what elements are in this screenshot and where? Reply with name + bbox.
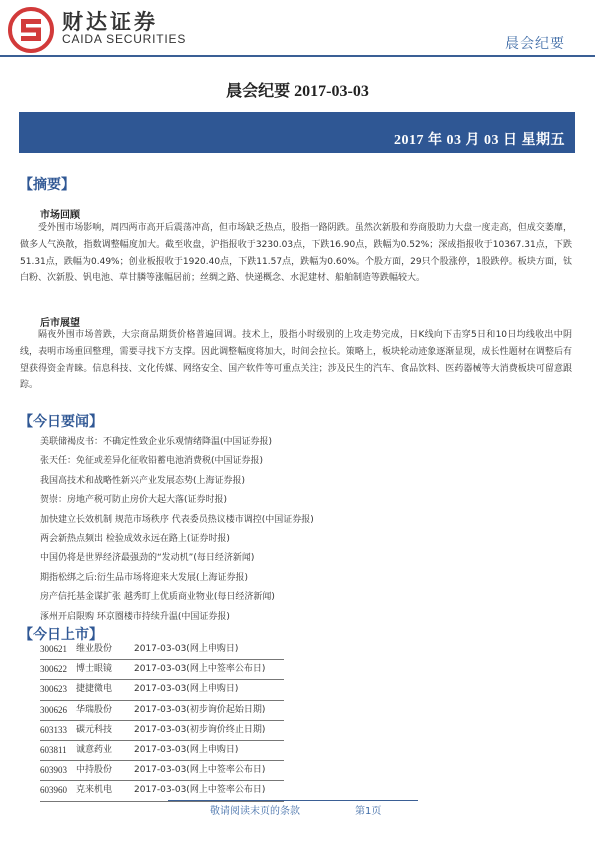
ipo-info: 2017-03-03(网上申购日) <box>134 640 284 660</box>
date-banner <box>19 112 575 153</box>
ipo-heading: 【今日上市】 <box>19 627 103 643</box>
news-item: 我国高技术和战略性新兴产业发展态势(上海证券报) <box>40 475 246 486</box>
news-item: 期指松绑之后:衍生品市场将迎来大发展(上海证券报) <box>40 572 249 583</box>
news-list <box>40 433 314 627</box>
header-report-label: 晨会纪要 <box>505 36 565 52</box>
table-row <box>40 700 284 720</box>
table-row <box>40 741 284 761</box>
news-item: 贺崇：房地产税可防止房价大起大落(证券时报) <box>40 495 228 506</box>
outlook-heading: 后市展望 <box>40 318 80 329</box>
news-item: 张天任：免征或差异化征收铅蓄电池消费税(中国证券报) <box>40 456 264 467</box>
logo-english-name: CAIDA SECURITIES <box>62 32 187 46</box>
ipo-name: 碳元科技 <box>74 720 134 740</box>
ipo-table <box>40 640 284 802</box>
news-item: 两会新热点频出 检验成效永远在路上(证券时报) <box>40 533 230 544</box>
table-row <box>40 781 284 801</box>
ipo-code: 300626 <box>40 700 74 720</box>
table-row <box>40 761 284 781</box>
ipo-name: 克来机电 <box>74 781 134 801</box>
ipo-name: 维业股份 <box>74 640 134 660</box>
ipo-name: 诚意药业 <box>74 741 134 761</box>
ipo-code: 603960 <box>40 781 74 801</box>
news-item: 涿州开启限购 环京圈楼市持续升温(中国证券报) <box>40 611 230 622</box>
header-divider <box>0 55 595 57</box>
ipo-name: 华瑞股份 <box>74 700 134 720</box>
ipo-name: 中持股份 <box>74 761 134 781</box>
ipo-info: 2017-03-03(初步询价终止日期) <box>134 720 284 740</box>
news-item: 房产信托基金谋扩张 越秀盯上优质商业物业(每日经济新闻) <box>40 592 275 603</box>
ipo-info: 2017-03-03(网上中签率公布日) <box>134 660 284 680</box>
news-heading: 【今日要闻】 <box>19 414 103 430</box>
page-header <box>0 0 595 60</box>
caida-logo-icon <box>8 7 54 53</box>
ipo-code: 603133 <box>40 720 74 740</box>
ipo-info: 2017-03-03(网上申购日) <box>134 741 284 761</box>
news-item: 中国仍将是世界经济最强劲的“发动机”(每日经济新闻) <box>40 553 255 564</box>
summary-heading: 【摘要】 <box>19 177 75 193</box>
footer-divider <box>168 800 418 801</box>
logo-chinese-name: 财达证券 <box>62 10 158 34</box>
ipo-code: 300623 <box>40 680 74 700</box>
ipo-code: 300622 <box>40 660 74 680</box>
document-title: 晨会纪要 2017-03-03 <box>226 83 369 100</box>
date-banner-text: 2017 年 03 月 03 日 星期五 <box>394 133 565 148</box>
market-review-text: 受外围市场影响，周四两市高开后震荡冲高，但市场缺乏热点，股指一路阴跌。虽然次新股和券商股助力大盘一度走高，但成交萎靡，做多人气涣散，指数调整幅度加大。截至收盘，沪指报收于3230.03点，下跌16.90点，跌幅为0.52%；深成指报收于10367.31点，下跌51.31点，跌幅为0.49%；创业板报收于1920.40点，下跌11.57点，跌幅为0.60%。个股方面，29只个股涨停，1股跌停。板块方面，钛白粉、次新股、钒电池、草甘膦等涨幅居前；丝绸之路、快递概念、水泥建材、船舶制造等跌幅较大。 <box>20 223 572 284</box>
ipo-info: 2017-03-03(网上申购日) <box>134 680 284 700</box>
ipo-info: 2017-03-03(网上中签率公布日) <box>134 761 284 781</box>
footer-disclaimer-notice: 敬请阅读末页的条款 <box>210 806 300 817</box>
table-row <box>40 660 284 680</box>
ipo-code: 603903 <box>40 761 74 781</box>
ipo-name: 捷捷微电 <box>74 680 134 700</box>
market-review-heading: 市场回顾 <box>40 210 80 221</box>
outlook-text: 隔夜外围市场普跌，大宗商品期货价格普遍回调。技术上，股指小时级别的上攻走势完成，日K线向下击穿5日和10日均线收出中阴线，表明市场重回整理，需要寻找下方支撑。因此调整幅度将加大，时间会拉长。策略上，板块轮动迹象逐渐显现，成长性题材在调整后有望获得资金青睐。信息科技、文化传媒、网络安全、国产软件等可重点关注；涉及民生的汽车、食品饮料、医药器械等大消费板块可留意跟踪。 <box>20 330 572 391</box>
ipo-info: 2017-03-03(初步询价起始日期) <box>134 700 284 720</box>
table-row <box>40 720 284 740</box>
table-row <box>40 640 284 660</box>
table-row <box>40 680 284 700</box>
ipo-code: 603811 <box>40 741 74 761</box>
news-item: 加快建立长效机制 规范市场秩序 代表委员热议楼市调控(中国证券报) <box>40 514 314 525</box>
ipo-code: 300621 <box>40 640 74 660</box>
news-item: 美联储褐皮书：不确定性致企业乐观情绪降温(中国证券报) <box>40 437 273 447</box>
ipo-info: 2017-03-03(网上中签率公布日) <box>134 781 284 801</box>
page-number: 第1页 <box>355 806 382 817</box>
ipo-name: 博士眼镜 <box>74 660 134 680</box>
